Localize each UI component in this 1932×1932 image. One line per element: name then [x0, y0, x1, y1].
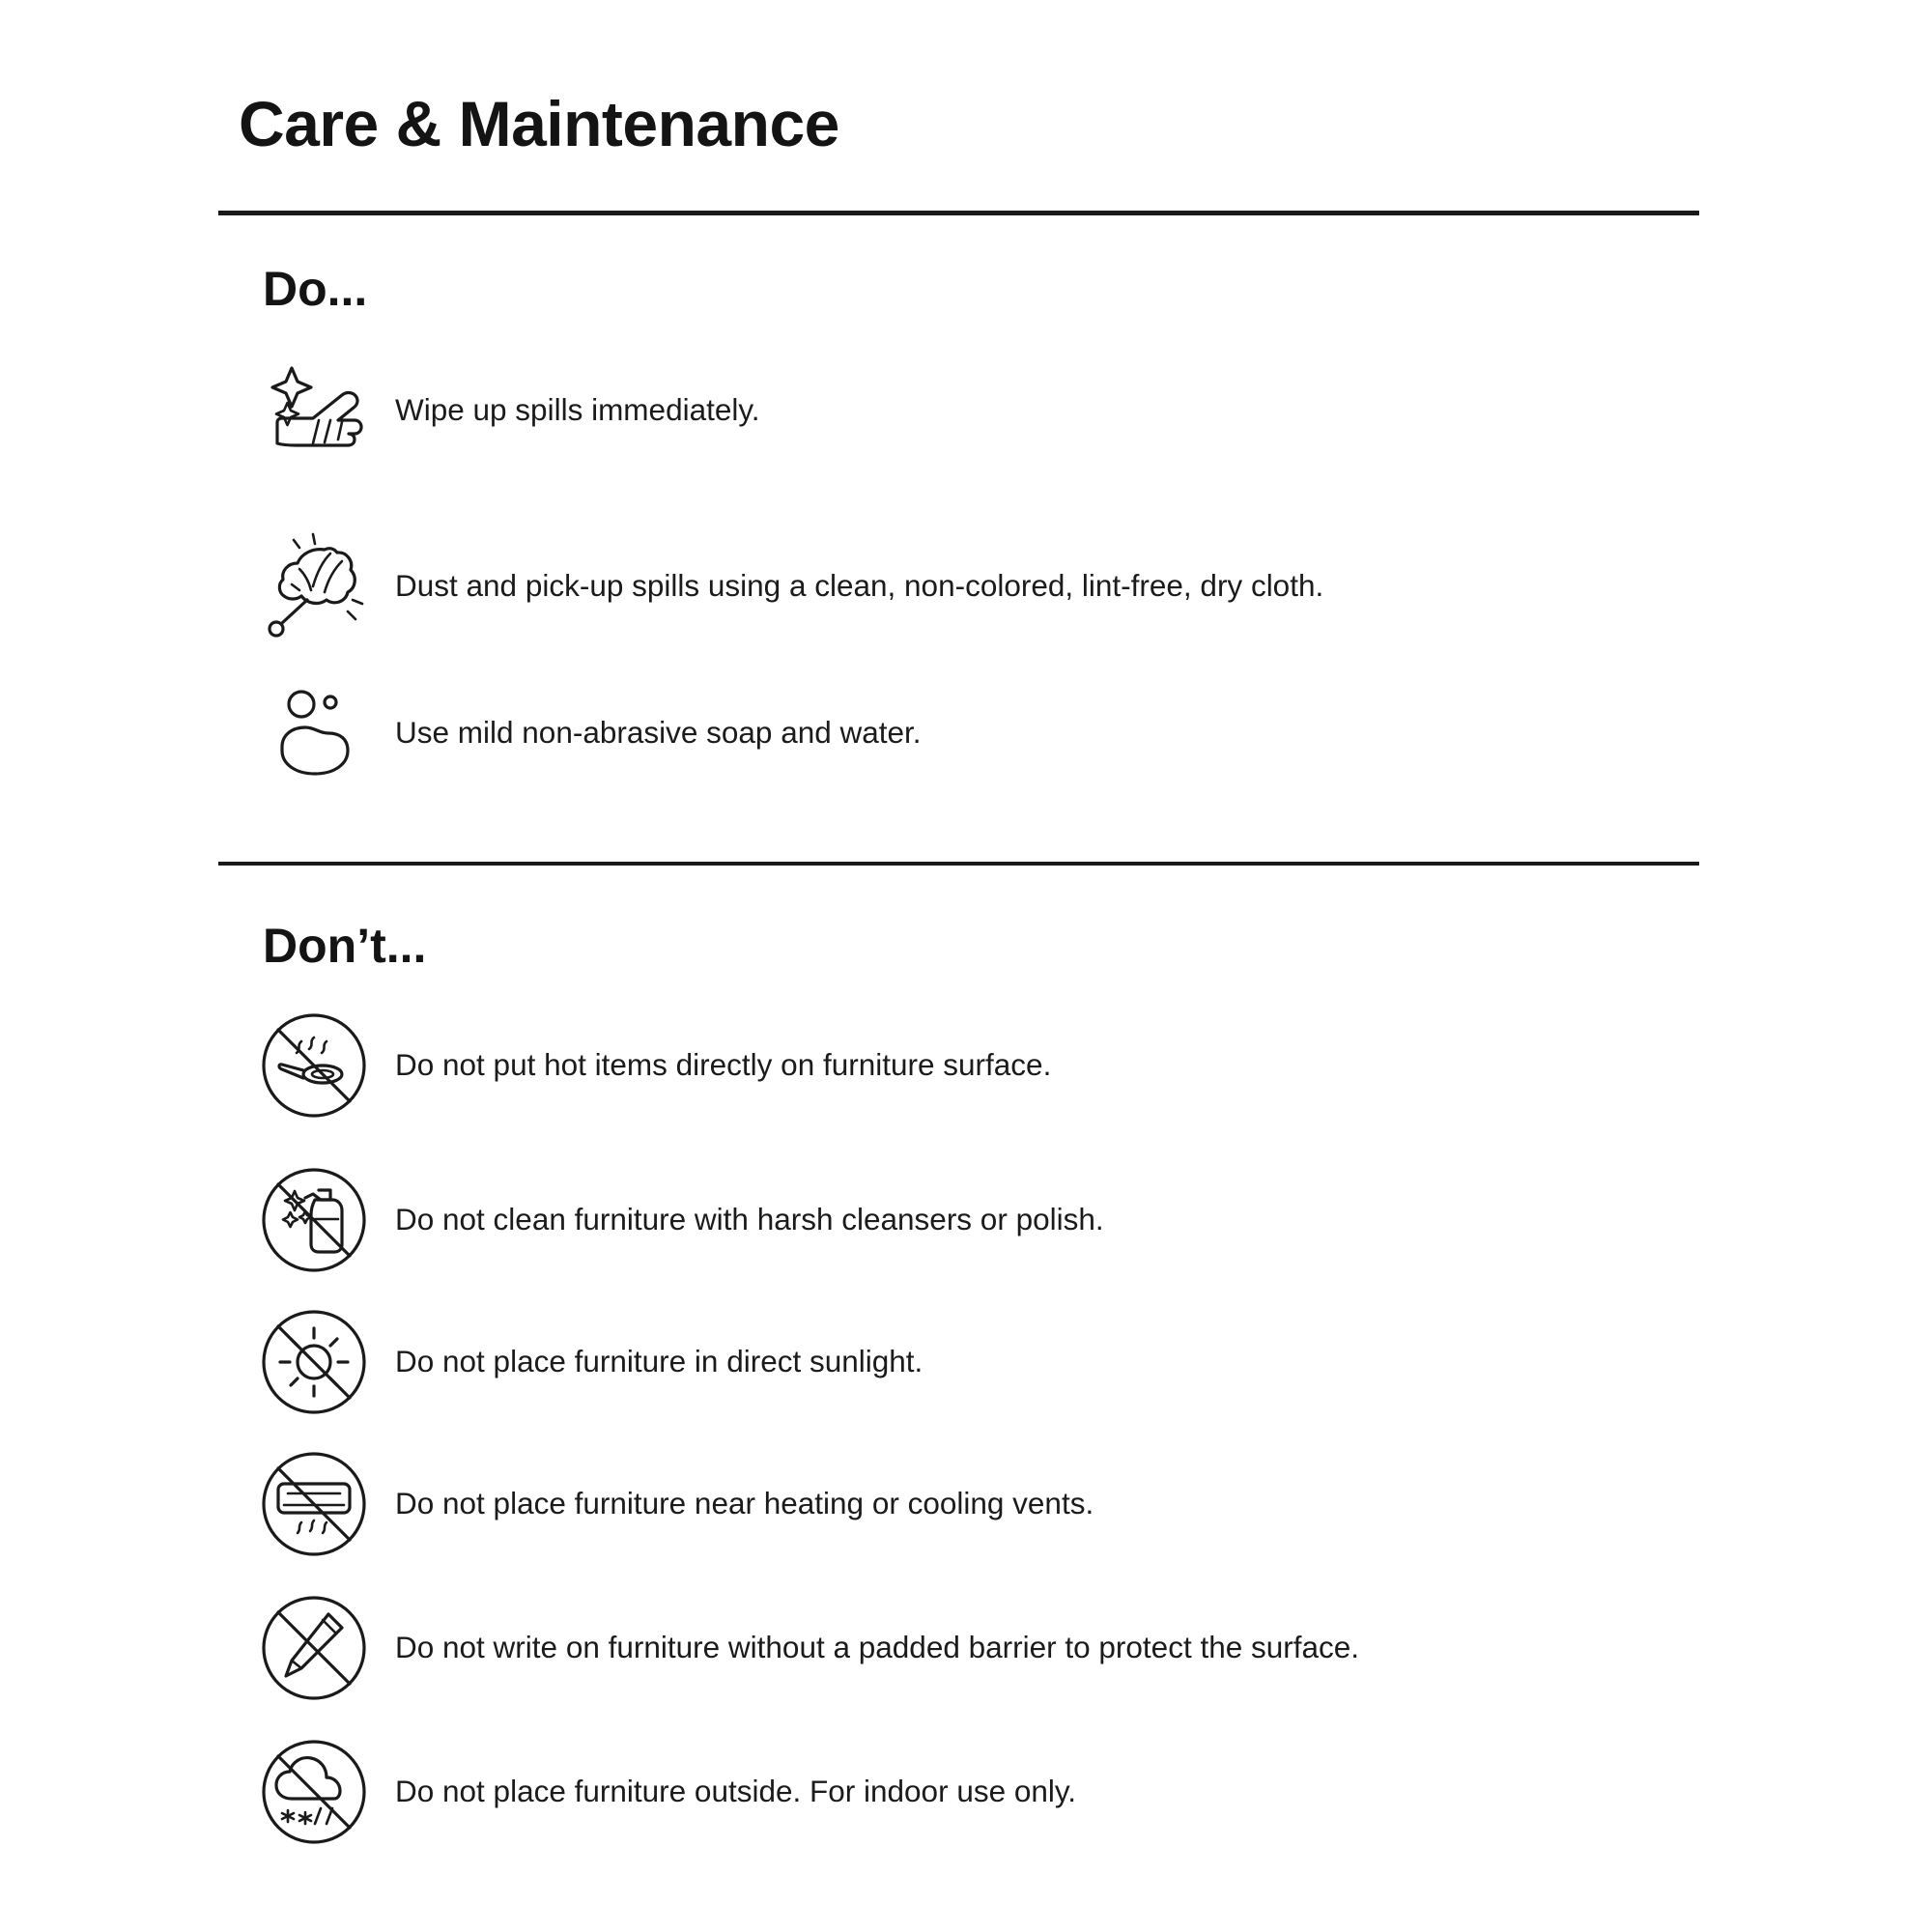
- divider-middle: [218, 862, 1699, 866]
- list-item: [256, 1168, 1705, 1272]
- no-direct-sunlight-icon: [256, 1310, 372, 1414]
- list-item-label: Do not place furniture near heating or cooling vents.: [395, 1486, 1094, 1521]
- list-item: [256, 1013, 1705, 1118]
- list-item-label: Do not place furniture outside. For indoor use only.: [395, 1774, 1077, 1809]
- list-item-label: Do not write on furniture without a padded barrier to protect the surface.: [395, 1630, 1360, 1665]
- list-item-label: Wipe up spills immediately.: [395, 392, 760, 428]
- list-item: [256, 1310, 1705, 1414]
- feather-duster-icon: [256, 534, 372, 639]
- page-title: Care & Maintenance: [239, 88, 839, 159]
- no-outdoor-weather-icon: [256, 1740, 372, 1844]
- list-item: [256, 1740, 1705, 1844]
- list-item: [256, 358, 1705, 463]
- list-item: [256, 1452, 1705, 1556]
- no-writing-pen-icon: [256, 1596, 372, 1700]
- soap-bar-bubbles-icon: [256, 681, 372, 785]
- list-item: [256, 534, 1705, 639]
- list-item: [256, 681, 1705, 785]
- list-item-label: Do not clean furniture with harsh cleansers or polish.: [395, 1202, 1104, 1237]
- list-item-label: Dust and pick-up spills using a clean, non-colored, lint-free, dry cloth.: [395, 568, 1324, 604]
- section-heading-dont: Don’t...: [263, 919, 427, 973]
- wiping-cloth-sparkle-icon: [256, 358, 372, 463]
- list-item-label: Use mild non-abrasive soap and water.: [395, 715, 922, 751]
- list-item-label: Do not place furniture in direct sunlight.: [395, 1344, 923, 1379]
- section-heading-do: Do...: [263, 262, 368, 316]
- no-spray-cleanser-icon: [256, 1168, 372, 1272]
- divider-top: [218, 211, 1699, 215]
- list-item: [256, 1596, 1705, 1700]
- no-hot-pan-icon: [256, 1013, 372, 1118]
- list-item-label: Do not put hot items directly on furniture surface.: [395, 1047, 1052, 1083]
- no-hvac-vent-icon: [256, 1452, 372, 1556]
